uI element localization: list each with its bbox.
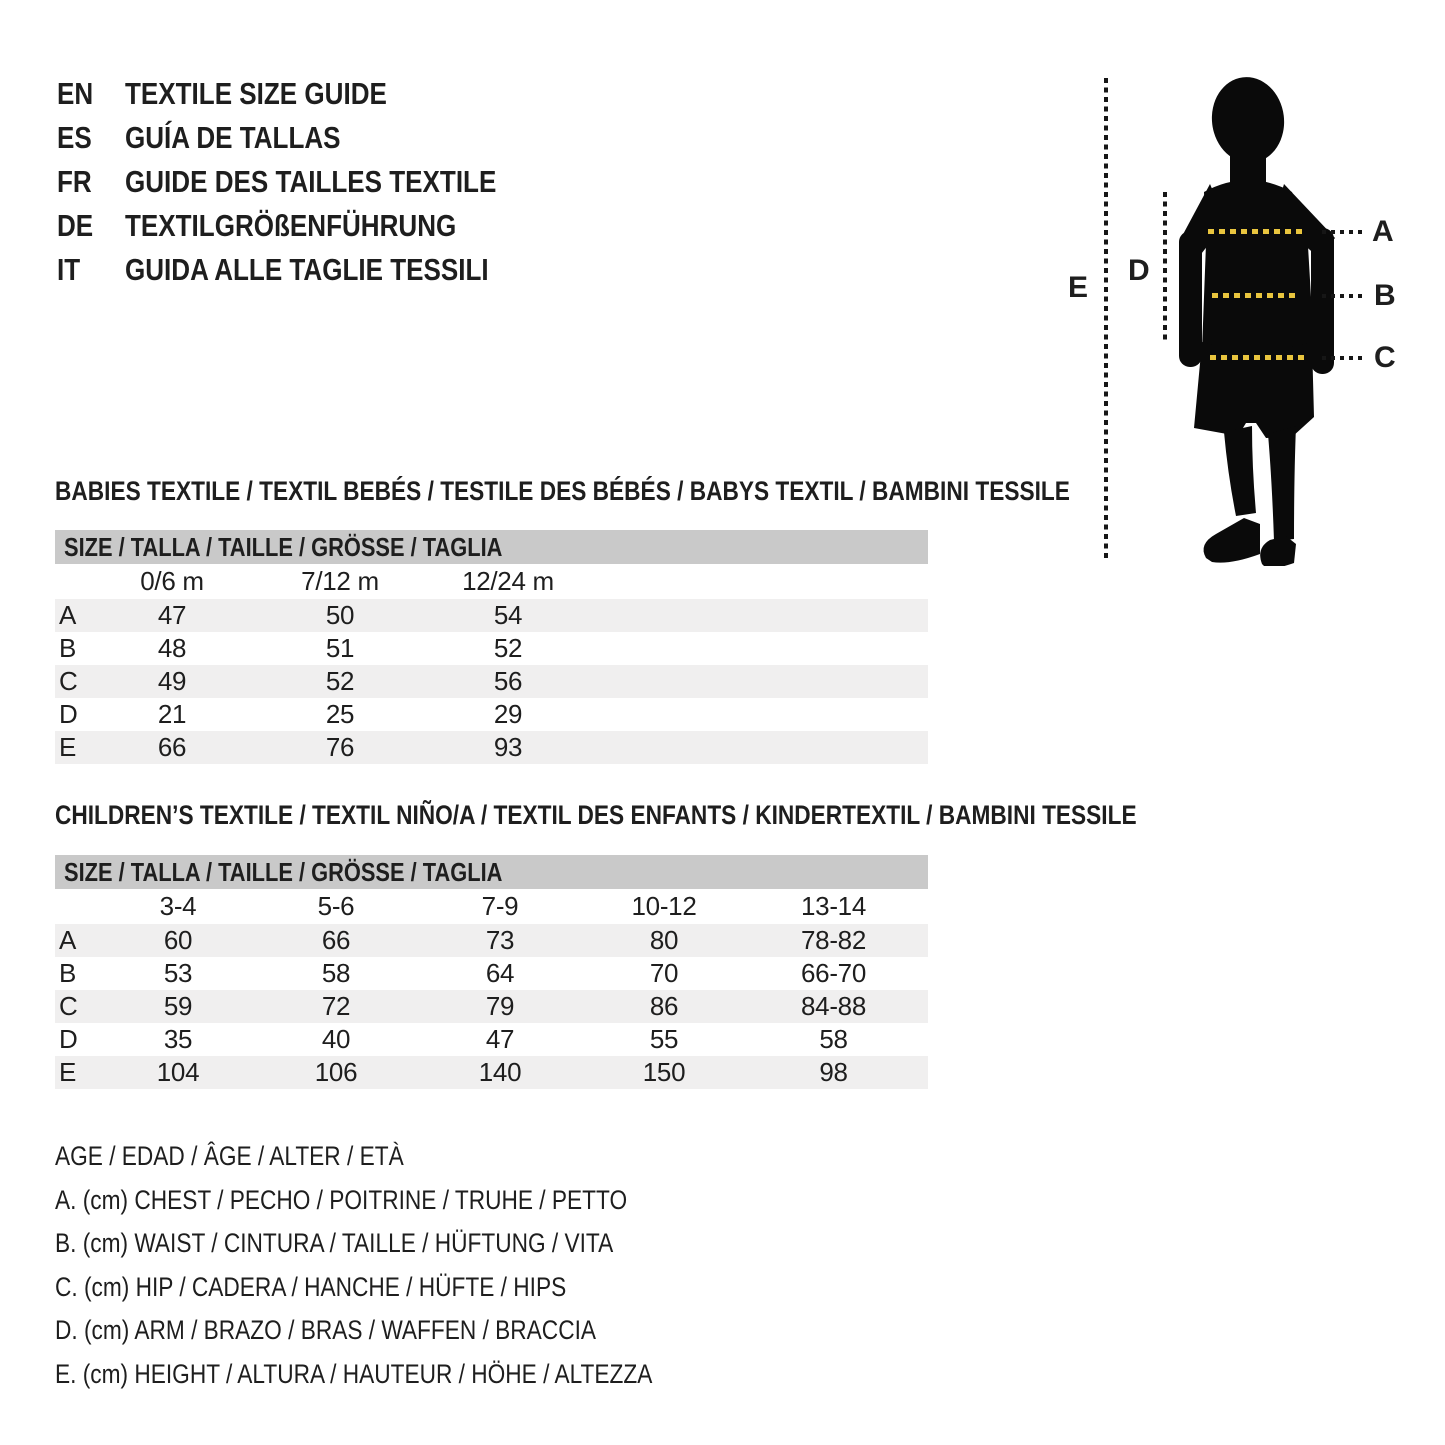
- cell-value: 140: [478, 1057, 522, 1087]
- row-label: C: [59, 666, 78, 696]
- measurement-legend: [55, 1135, 766, 1396]
- children-corner-cell: [55, 889, 95, 924]
- cell-value: 72: [321, 991, 351, 1021]
- hip-measure-line-c-yellow: [1210, 355, 1304, 360]
- children-table-row-a: [55, 924, 928, 957]
- waist-measure-line-b-yellow: [1212, 293, 1298, 298]
- lang-code-en: EN: [57, 76, 94, 111]
- lang-code-it: IT: [57, 252, 81, 287]
- cell-value: 98: [819, 1057, 848, 1087]
- row-label: D: [59, 1024, 78, 1054]
- row-label: E: [59, 732, 77, 762]
- babies-column-header: 7/12 m: [301, 566, 379, 596]
- lang-row-de: [57, 204, 567, 248]
- children-column-header-row: [55, 889, 928, 924]
- legend-line-chest: [55, 1179, 766, 1223]
- cell-value: 56: [493, 666, 523, 696]
- cell-value: 58: [819, 1024, 848, 1054]
- legend-line-age: [55, 1135, 766, 1179]
- children-size-header-text: SIZE / TALLA / TAILLE / GRÖSSE / TAGLIA: [64, 857, 503, 887]
- waist-measure-line-b-black: [1322, 294, 1364, 298]
- hip-measure-line-c-black: [1322, 356, 1364, 360]
- chest-measure-line-a-yellow: [1208, 229, 1304, 234]
- legend-line-chest-text: A. (cm) CHEST / PECHO / POITRINE / TRUHE / PETTO: [55, 1184, 628, 1215]
- row-label: C: [59, 991, 78, 1021]
- babies-section-title-text: BABIES TEXTILE / TEXTIL BEBÉS / TESTILE DES BÉBÉS / BABYS TEXTIL / BAMBINI TESSILE: [55, 476, 1070, 506]
- cell-value: 52: [493, 633, 523, 663]
- cell-value: 52: [325, 666, 355, 696]
- babies-table-row-b: [55, 632, 928, 665]
- lang-code-fr: FR: [57, 164, 92, 199]
- lang-title-de: TEXTILGRÖßENFÜHRUNG: [125, 208, 457, 243]
- lang-title-fr: GUIDE DES TAILLES TEXTILE: [125, 164, 497, 199]
- cell-value: 47: [157, 600, 187, 630]
- measure-label-c: C: [1374, 341, 1396, 374]
- cell-value: 40: [321, 1024, 351, 1054]
- cell-value: 150: [642, 1057, 686, 1087]
- babies-column-header-row: [55, 564, 928, 599]
- measure-label-d: D: [1128, 254, 1150, 287]
- lang-row-en: [57, 72, 567, 116]
- row-label: B: [59, 633, 77, 663]
- cell-value: 66-70: [801, 958, 866, 988]
- children-size-header-bar: [55, 855, 928, 889]
- legend-line-age-text: AGE / EDAD / ÂGE / ALTER / ETÀ: [55, 1141, 404, 1171]
- legend-line-waist: [55, 1222, 766, 1266]
- children-size-table: [55, 855, 928, 1089]
- babies-column-header: 12/24 m: [462, 566, 554, 596]
- row-label: B: [59, 958, 77, 988]
- children-table-row-b: [55, 957, 928, 990]
- children-column-header: 5-6: [317, 891, 355, 921]
- cell-value: 59: [163, 991, 193, 1021]
- lang-code-de: DE: [57, 208, 94, 243]
- cell-value: 49: [157, 666, 187, 696]
- lang-title-it: GUIDA ALLE TAGLIE TESSILI: [125, 252, 489, 287]
- legend-line-waist-text: B. (cm) WAIST / CINTURA / TAILLE / HÜFTUNG / VITA: [55, 1228, 614, 1258]
- children-table-row-c: [55, 990, 928, 1023]
- cell-value: 21: [157, 699, 187, 729]
- babies-table-row-c: [55, 665, 928, 698]
- cell-value: 51: [325, 633, 355, 663]
- chest-measure-line-a-black: [1322, 230, 1364, 234]
- row-label: E: [59, 1057, 77, 1087]
- cell-value: 106: [314, 1057, 358, 1087]
- legend-line-arm-text: D. (cm) ARM / BRAZO / BRAS / WAFFEN / BRACCIA: [55, 1315, 596, 1345]
- babies-size-header-text: SIZE / TALLA / TAILLE / GRÖSSE / TAGLIA: [64, 532, 503, 562]
- cell-value: 86: [649, 991, 679, 1021]
- cell-value: 79: [485, 991, 515, 1021]
- cell-value: 55: [649, 1024, 679, 1054]
- legend-line-height-text: E. (cm) HEIGHT / ALTURA / HAUTEUR / HÖHE / ALTEZZA: [55, 1358, 653, 1389]
- lang-row-fr: [57, 160, 567, 204]
- row-label: A: [59, 600, 77, 630]
- children-column-header: 7-9: [481, 891, 519, 921]
- cell-value: 84-88: [801, 991, 866, 1021]
- babies-corner-cell: [55, 564, 95, 599]
- children-section-title: [55, 801, 1343, 829]
- cell-value: 54: [493, 600, 523, 630]
- cell-value: 58: [321, 958, 351, 988]
- children-table-row-d: [55, 1023, 928, 1056]
- babies-section-title: [55, 477, 1263, 505]
- babies-column-header: 0/6 m: [140, 566, 204, 596]
- children-column-header: 3-4: [159, 891, 197, 921]
- lang-row-es: [57, 116, 567, 160]
- cell-value: 29: [493, 699, 523, 729]
- cell-value: 76: [325, 732, 355, 762]
- arm-measure-line-d: [1163, 192, 1167, 343]
- children-table-row-e: [55, 1056, 928, 1089]
- legend-line-hip-text: C. (cm) HIP / CADERA / HANCHE / HÜFTE / HIPS: [55, 1271, 567, 1302]
- cell-value: 64: [485, 958, 515, 988]
- lang-code-es: ES: [57, 120, 92, 155]
- cell-value: 60: [163, 925, 193, 955]
- cell-value: 104: [156, 1057, 200, 1087]
- lang-title-es: GUÍA DE TALLAS: [125, 120, 341, 155]
- cell-value: 80: [649, 925, 679, 955]
- cell-value: 66: [321, 925, 351, 955]
- cell-value: 78-82: [801, 925, 866, 955]
- cell-value: 73: [485, 925, 515, 955]
- language-title-block: [57, 72, 567, 292]
- babies-table-row-a: [55, 599, 928, 632]
- cell-value: 47: [485, 1024, 515, 1054]
- cell-value: 50: [325, 600, 355, 630]
- lang-title-en: TEXTILE SIZE GUIDE: [125, 76, 387, 111]
- measure-label-a: A: [1372, 215, 1394, 248]
- legend-line-hip: [55, 1266, 766, 1310]
- cell-value: 53: [163, 958, 193, 988]
- legend-line-arm: [55, 1309, 766, 1353]
- children-column-header: 10-12: [631, 891, 697, 921]
- cell-value: 48: [157, 633, 187, 663]
- cell-value: 93: [493, 732, 523, 762]
- cell-value: 25: [325, 699, 355, 729]
- children-column-header: 13-14: [801, 891, 866, 921]
- babies-table-row-d: [55, 698, 928, 731]
- cell-value: 66: [157, 732, 187, 762]
- babies-size-header-bar: [55, 530, 928, 564]
- children-section-title-text: CHILDREN’S TEXTILE / TEXTIL NIÑO/A / TEXTIL DES ENFANTS / KINDERTEXTIL / BAMBINI TESSILE: [55, 800, 1137, 830]
- row-label: A: [59, 925, 77, 955]
- row-label: D: [59, 699, 78, 729]
- cell-value: 70: [649, 958, 679, 988]
- legend-line-height: [55, 1353, 766, 1397]
- babies-size-table: [55, 530, 928, 764]
- cell-value: 35: [163, 1024, 193, 1054]
- lang-row-it: [57, 248, 567, 292]
- babies-table-row-e: [55, 731, 928, 764]
- measure-label-e: E: [1068, 271, 1089, 304]
- measure-label-b: B: [1374, 279, 1396, 312]
